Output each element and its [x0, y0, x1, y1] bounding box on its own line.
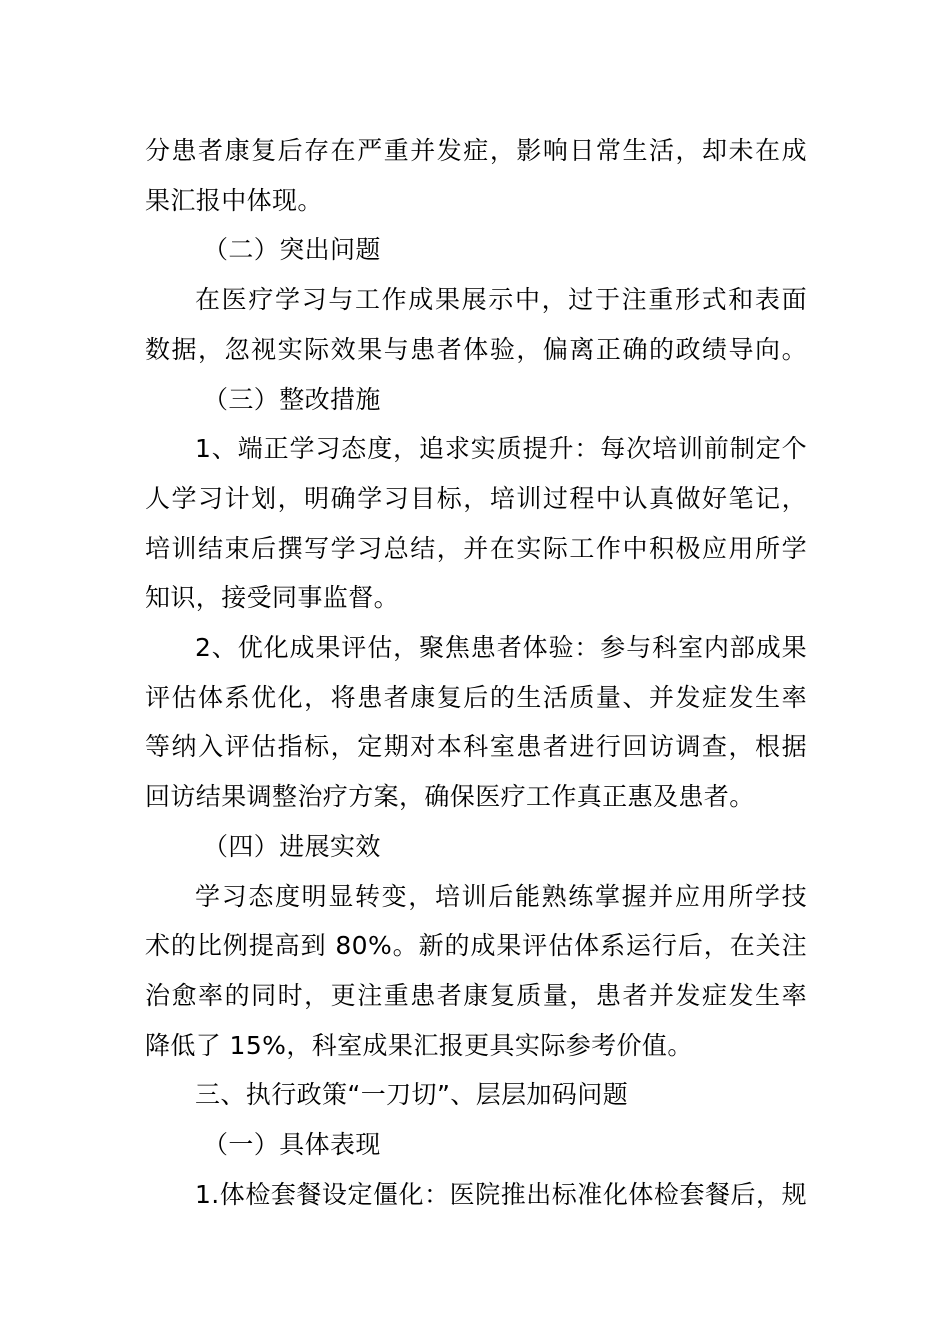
- paragraph-line: 数据，忽视实际效果与患者体验，偏离正确的政绩导向。: [145, 335, 807, 364]
- paragraph-line: 1、端正学习态度，追求实质提升：每次培训前制定个: [195, 434, 807, 463]
- paragraph-line: 人学习计划，明确学习目标，培训过程中认真做好笔记，: [145, 484, 807, 513]
- paragraph-line: 分患者康复后存在严重并发症，影响日常生活，却未在成: [145, 136, 807, 165]
- paragraph-line: 评估体系优化，将患者康复后的生活质量、并发症发生率: [145, 683, 807, 712]
- section-heading: 三、执行政策“一刀切”、层层加码问题: [195, 1080, 629, 1109]
- paragraph-line: 学习态度明显转变，培训后能熟练掌握并应用所学技: [195, 882, 807, 911]
- paragraph-line: 等纳入评估指标，定期对本科室患者进行回访调查，根据: [145, 732, 807, 761]
- paragraph-line: 2、优化成果评估，聚焦患者体验：参与科室内部成果: [195, 633, 807, 662]
- paragraph-line: 知识，接受同事监督。: [145, 583, 400, 612]
- section-heading: （三）整改措施: [203, 385, 381, 414]
- paragraph-line: 在医疗学习与工作成果展示中，过于注重形式和表面: [195, 285, 807, 314]
- paragraph-line: 降低了 15%，科室成果汇报更具实际参考价值。: [145, 1031, 693, 1060]
- section-heading: （二）突出问题: [203, 235, 381, 264]
- paragraph-line: 培训结束后撰写学习总结，并在实际工作中积极应用所学: [145, 534, 807, 563]
- paragraph-line: 术的比例提高到 80%。新的成果评估体系运行后，在关注: [145, 931, 807, 960]
- section-heading: （一）具体表现: [203, 1130, 381, 1159]
- section-heading: （四）进展实效: [203, 832, 381, 861]
- paragraph-line: 果汇报中体现。: [145, 186, 323, 215]
- paragraph-line: 1.体检套餐设定僵化：医院推出标准化体检套餐后，规: [195, 1180, 807, 1209]
- paragraph-line: 回访结果调整治疗方案，确保医疗工作真正惠及患者。: [145, 782, 755, 811]
- paragraph-line: 治愈率的同时，更注重患者康复质量，患者并发症发生率: [145, 981, 807, 1010]
